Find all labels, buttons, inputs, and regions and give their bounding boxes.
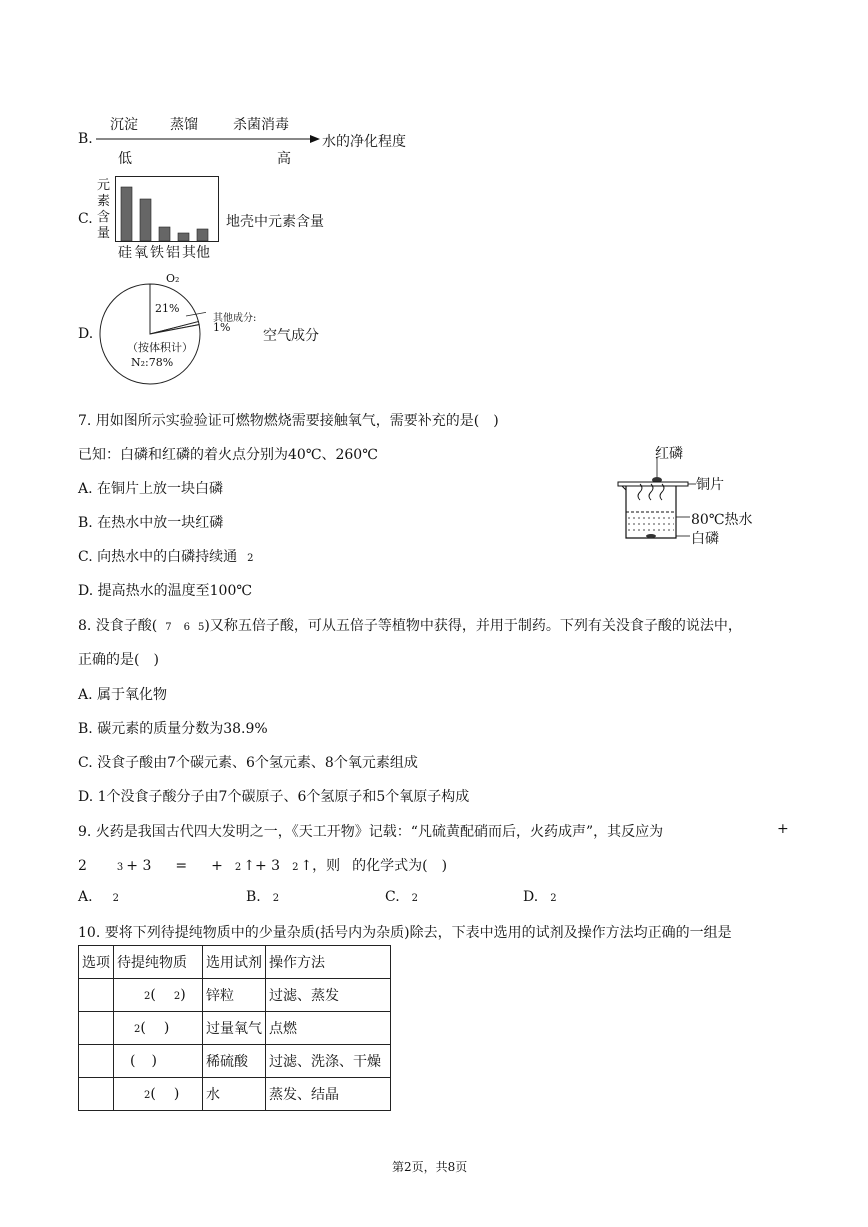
eq-sub-2a: 2 (234, 862, 242, 873)
eq-tail: ↑，则 (300, 858, 341, 874)
q9-option-d-letter: D. (523, 889, 539, 905)
bar-其他 (197, 229, 208, 241)
cell-paren: ( (150, 1086, 156, 1102)
cell-substance (114, 979, 203, 1012)
q6-option-d-letter: D. (78, 326, 94, 342)
q8-stem-line1 (78, 615, 742, 635)
q7-option-c (78, 546, 254, 566)
eq-tail2: 的化学式为( ) (352, 858, 448, 874)
eq-coef-2: 2 (78, 858, 87, 874)
purification-low: 低 (118, 151, 132, 167)
q9-option-c (385, 889, 418, 905)
q8-option-c: C. 没食子酸由7个碳元素、6个氢元素、8个氧元素组成 (78, 755, 418, 771)
q8-sub-c: 7 (165, 622, 172, 633)
purification-arrow (96, 133, 320, 145)
pie-n2-label: N₂:78% (131, 356, 174, 369)
q9-option-d-sub: 2 (550, 893, 557, 904)
cell-substance (114, 1078, 203, 1111)
bar-category-label: 铝 (166, 245, 180, 261)
bar-铝 (178, 233, 189, 241)
cell-sub: 2 (144, 991, 151, 1002)
cell-close: ) (151, 1053, 157, 1069)
cell-method: 过滤、洗涤、干燥 (266, 1045, 391, 1078)
q9-stem-plus: + (777, 821, 789, 837)
cell-sub: 2 (134, 1024, 141, 1035)
bar-chart-categories (118, 242, 212, 262)
q8-stem-line2: 正确的是( ) (78, 652, 159, 668)
bar-category-label: 其他 (182, 245, 210, 261)
q7-option-c-sub: 2 (247, 553, 254, 564)
cell-close: ) (173, 1086, 180, 1102)
q8-option-d: D. 1个没食子酸分子由7个碳原子、6个氢原子和5个氧原子构成 (78, 789, 470, 805)
cell-sub: 2 (144, 1090, 151, 1101)
figure-label-white-phosphorus: 白磷 (691, 531, 719, 547)
q7-option-c-text: C. 向热水中的白磷持续通 (78, 549, 238, 565)
table-row (79, 1078, 391, 1111)
pie-o2-label: O₂ (166, 272, 180, 285)
purification-high: 高 (277, 151, 291, 167)
cell-option (79, 979, 114, 1012)
q9-stem: 9. 火药是我国古代四大发明之一，《天工开物》记载：“凡硫黄配硝而后，火药成声”，其反应为 (78, 824, 664, 840)
q10-options-table (78, 945, 391, 1111)
q9-option-a (78, 889, 119, 905)
eq-sub-2b: 2 (292, 862, 299, 873)
pie-other-pct: 1% (213, 321, 231, 334)
q9-option-a-sub: 2 (112, 893, 119, 904)
purification-step-2: 蒸馏 (170, 117, 198, 133)
cell-method: 蒸发、结晶 (266, 1078, 391, 1111)
purification-step-1: 沉淀 (110, 117, 138, 133)
q6-option-b-letter: B. (78, 131, 93, 147)
pie-basis: （按体积计） (127, 341, 193, 354)
purification-step-3: 杀菌消毒 (233, 117, 289, 133)
bar-铁 (159, 227, 170, 241)
ylabel-char: 素 (97, 194, 111, 209)
table-row (79, 1045, 391, 1078)
q8-stem-a: 8. 没食子酸( (78, 618, 158, 634)
ylabel-char: 元 (97, 178, 111, 193)
air-composition-pie-chart (96, 282, 206, 386)
q8-sub-h: 6 (183, 622, 191, 633)
cell-paren: ( (140, 1020, 146, 1036)
cell-method: 过滤、蒸发 (266, 979, 391, 1012)
q10-stem: 10. 要将下列待提纯物质中的少量杂质(括号内为杂质)除去，下表中选用的试剂及操作方法均正确的一组是 (78, 925, 732, 941)
bar-硅 (121, 187, 132, 241)
bar-category-label: 铁 (150, 245, 164, 261)
q7-option-b: B. 在热水中放一块红磷 (78, 515, 224, 531)
cell-paren: ( (130, 1053, 136, 1069)
pie-chart-caption: 空气成分 (263, 328, 319, 344)
pie-o2-pct: 21% (155, 302, 180, 315)
eq-sub-3: 3 (116, 862, 124, 873)
cell-paren: ( (150, 987, 156, 1003)
ylabel-char: 含 (97, 210, 111, 225)
figure-label-copper: 铜片 (696, 477, 724, 493)
cell-reagent: 水 (203, 1078, 266, 1111)
cell-substance (114, 1045, 203, 1078)
cell-method: 点燃 (266, 1012, 391, 1045)
pie-other-label: 其他成分: (213, 313, 257, 324)
table-row (79, 1012, 391, 1045)
q7-stem: 7. 用如图所示实验验证可燃物燃烧需要接触氧气，需要补充的是( ) (78, 413, 499, 429)
q9-option-b-letter: B. (246, 889, 261, 905)
bar-chart-caption: 地壳中元素含量 (226, 214, 324, 230)
bar-category-label: 硅 (118, 245, 132, 261)
cell-option (79, 1012, 114, 1045)
q9-option-a-letter: A. (78, 889, 93, 905)
bar-chart-ylabel (97, 178, 110, 242)
cell-reagent: 稀硫酸 (203, 1045, 266, 1078)
q9-option-b-sub: 2 (272, 893, 280, 904)
q8-option-b: B. 碳元素的质量分数为38.9% (78, 721, 268, 737)
cell-option (79, 1045, 114, 1078)
cell-sub: 2 (173, 991, 181, 1002)
header-option: 选项 (79, 946, 114, 979)
page-footer: 第2页，共8页 (392, 1160, 468, 1174)
cell-substance (114, 1012, 203, 1045)
figure-label-hot-water: 80℃热水 (691, 512, 753, 528)
eq-equals: = (175, 858, 188, 874)
cell-reagent: 锌粒 (203, 979, 266, 1012)
crust-element-bar-chart (115, 176, 219, 242)
eq-up-3: ↑+ 3 (243, 858, 281, 874)
q6-option-c-letter: C. (78, 211, 93, 227)
q9-option-b (246, 889, 279, 905)
cell-close: ) (163, 1020, 170, 1036)
q9-option-d (523, 889, 557, 905)
q7-option-a: A. 在铜片上放一块白磷 (78, 481, 224, 497)
eq-plus-3: + 3 (126, 858, 152, 874)
q7-option-d: D. 提高热水的温度至100℃ (78, 583, 253, 599)
bar-category-label: 氧 (134, 245, 148, 261)
q8-option-a: A. 属于氧化物 (78, 687, 168, 703)
cell-option (79, 1078, 114, 1111)
table-row (79, 979, 391, 1012)
q8-sub-o: 5 (198, 622, 205, 633)
cell-reagent: 过量氧气 (203, 1012, 266, 1045)
cell-close: ) (180, 987, 186, 1003)
q8-stem-b: )又称五倍子酸，可从五倍子等植物中获得，并用于制药。下列有关没食子酸的说法中， (204, 618, 742, 634)
table-header-row (79, 946, 391, 979)
eq-plus: + (211, 858, 223, 874)
header-method: 操作方法 (266, 946, 391, 979)
header-substance: 待提纯物质 (114, 946, 203, 979)
bar-氧 (140, 199, 151, 241)
q9-option-c-sub: 2 (411, 893, 419, 904)
q9-option-c-letter: C. (385, 889, 400, 905)
q7-known: 已知：白磷和红磷的着火点分别为40℃、260℃ (78, 447, 378, 463)
purification-axis-label: 水的净化程度 (322, 134, 406, 150)
ylabel-char: 量 (97, 226, 111, 241)
q9-equation (78, 855, 447, 875)
header-reagent: 选用试剂 (203, 946, 266, 979)
figure-label-red-phosphorus: 红磷 (655, 446, 683, 462)
